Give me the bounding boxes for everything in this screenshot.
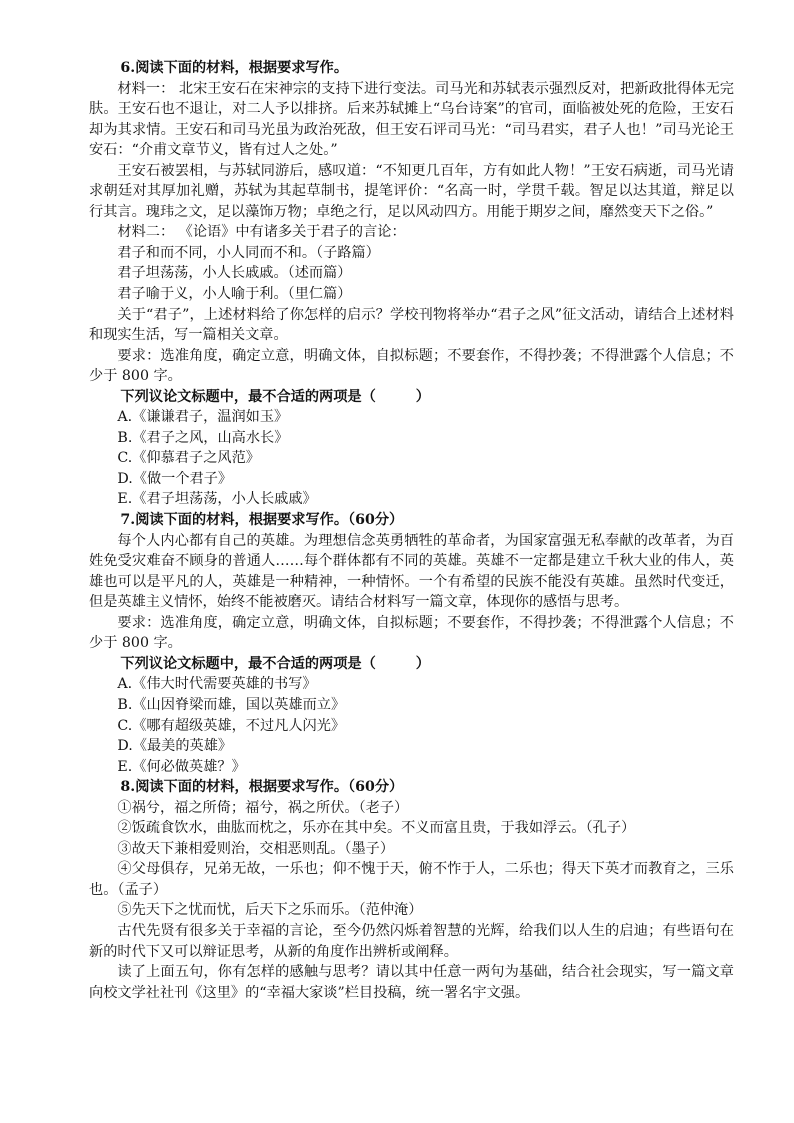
q7-choice-question [92, 654, 734, 675]
q7-option-c: C.《哪有超级英雄，不过凡人闪光》 [117, 717, 346, 734]
q6-material-two: 材料二： 《论语》中有诸多关于君子的言论： [117, 224, 406, 241]
q6-choice-close: ） [415, 388, 430, 405]
q7-option-d: D.《最美的英雄》 [117, 738, 233, 755]
q6-choice-text: 下列议论文标题中，最不合适的两项是（ [120, 388, 376, 405]
q6-option-a: A.《谦谦君子，温润如玉》 [117, 409, 289, 426]
q8-title: 8.阅读下面的材料，根据要求写作。（60分） [120, 779, 404, 796]
q6-quote: 君子和而不同，小人同而不和。（子路篇） [117, 244, 380, 261]
q7-choice-text: 下列议论文标题中，最不合适的两项是（ [120, 655, 376, 672]
q6-material-one-cont: 王安石被罢相，与苏轼同游后，感叹道：“不知更几百年，方有如此人物！”王安石病逝，司马光请求朝廷对其厚加礼赠，苏轼为其起草制书，提笔评价：“名高一时，学贯千载。智足以达其道，辩足以行其言。瑰玮之文，足以藻饰万物；卓绝之行，足以风动四方。用能于期岁之间，靡然变天下之俗。” [89, 162, 734, 220]
q8-quote-item: ①祸兮，福之所倚；福兮，祸之所伏。（老子） [117, 799, 409, 816]
q7-requirements: 要求：选准角度，确定立意，明确文体，自拟标题；不要套作，不得抄袭；不得泄露个人信息；不少于 800 字。 [89, 614, 734, 652]
q6-requirements: 要求：选准角度，确定立意，明确文体，自拟标题；不要套作，不得抄袭；不得泄露个人信息；不少于 800 字。 [89, 347, 734, 385]
q7-title: 7.阅读下面的材料，根据要求写作。（60分） [120, 512, 404, 529]
q6-choice-question [92, 387, 734, 408]
q8-quote-item: ④父母俱存，兄弟无故，一乐也；仰不愧于天，俯不怍于人，二乐也；得天下英才而教育之，三乐也。（孟子） [89, 861, 734, 898]
q7-material: 每个人内心都有自己的英雄。为理想信念英勇牺牲的革命者，为国家富强无私奉献的改革者，为百姓免受灾难奋不顾身的普通人……每个群体都有不同的英雄。英雄不一定都是建立千秋大业的伟人，英雄也可以是平凡的人，英雄是一种精神，一种情怀。一个有希望的民族不能没有英雄。虽然时代变迁，但是英雄主义情怀，始终不能被磨灭。请结合材料写一篇文章，体现你的感悟与思考。 [89, 532, 734, 611]
q6-material-one: 材料一： 北宋王安石在宋神宗的支持下进行变法。司马光和苏轼表示强烈反对，把新政批得体无完肤。王安石也不退让，对二人予以排挤。后来苏轼摊上“乌台诗案”的官司，面临被处死的危险，王安石却为其求情。王安石和司马光虽为政治死敌，但王安石评司马光：“司马君实，君子人也！”司马光论王安石：“介甫文章节义，皆有过人之处。” [89, 80, 734, 159]
q8-quote-item: ⑤先天下之忧而忧，后天下之乐而乐。（范仲淹） [117, 902, 423, 919]
q8-paragraph-one: 古代先贤有很多关于幸福的言论，至今仍然闪烁着智慧的光辉，给我们以人生的启迪；有些语句在新的时代下又可以辩证思考，从新的角度作出辨析或阐释。 [89, 922, 734, 960]
q6-option-d: D.《做一个君子》 [117, 470, 233, 487]
q6-option-c: C.《仰慕君子之风范》 [117, 450, 260, 467]
q7-option-e: E.《何必做英雄？》 [117, 758, 246, 775]
q7-option-b: B.《山因脊梁而雄，国以英雄而立》 [117, 696, 346, 713]
q8-quote-item: ②饭疏食饮水，曲肱而枕之，乐亦在其中矣。不义而富且贵，于我如浮云。（孔子） [117, 820, 636, 837]
q6-prompt: 关于“君子”，上述材料给了你怎样的启示？学校刊物将举办“君子之风”征文活动，请结合上述材料和现实生活，写一篇相关文章。 [89, 306, 734, 344]
q6-option-b: B.《君子之风，山高水长》 [117, 429, 289, 446]
q8-paragraph-two: 读了上面五句，你有怎样的感触与思考？请以其中任意一两句为基础，结合社会现实，写一篇文章向校文学社社刊《这里》的“幸福大家谈”栏目投稿，统一署名宇文强。 [89, 964, 734, 1001]
q7-option-a: A.《伟大时代需要英雄的书写》 [117, 676, 317, 693]
q8-quote-item: ③故天下兼相爱则治，交相恶则乱。（墨子） [117, 840, 395, 857]
q7-choice-close: ） [415, 655, 430, 672]
q6-title: 6.阅读下面的材料，根据要求写作。 [120, 60, 349, 76]
q6-quote: 君子坦荡荡，小人长戚戚。（述而篇） [117, 265, 352, 282]
q6-quote: 君子喻于义，小人喻于利。（里仁篇） [117, 286, 352, 303]
q6-option-e: E.《君子坦荡荡，小人长戚戚》 [117, 491, 317, 508]
